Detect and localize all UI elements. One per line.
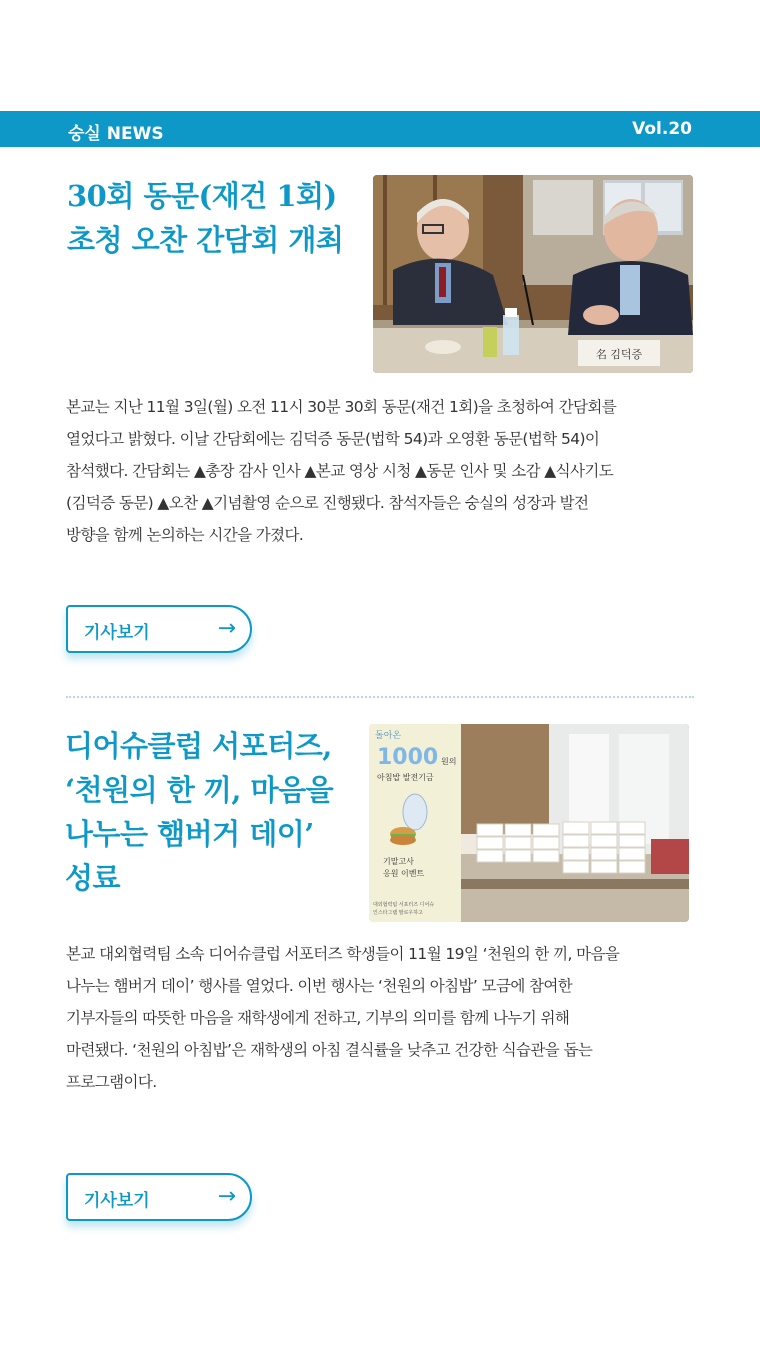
- banner-top: 돌아온: [375, 731, 402, 741]
- banner-number: 1000: [377, 745, 439, 770]
- name-card-text: 名 김덕증: [595, 348, 643, 361]
- article-1-title: [67, 174, 343, 262]
- article-1-body-line: (김덕증 동문) ▲오찬 ▲기념촬영 순으로 진행됐다. 참석자들은 숭실의 성장과 발전: [66, 494, 589, 512]
- banner-event2: 응원 이벤트: [383, 869, 425, 878]
- arrow-right-icon: →: [217, 1184, 236, 1209]
- article-1-body-line: 참석했다. 간담회는 ▲총장 감사 인사 ▲본교 영상 시청 ▲동문 인사 및 소감 ▲식사기도: [66, 462, 614, 480]
- section-divider: [66, 696, 694, 698]
- article-1-body: [66, 391, 694, 551]
- article-2-title: [65, 724, 333, 900]
- article-2-body-line: 나누는 햄버거 데이’ 행사를 열었다. 이번 행사는 ‘천원의 아침밥’ 모금에 참여한: [66, 977, 573, 995]
- article-2-title-line: 디어슈클럽 서포터즈,: [65, 729, 332, 763]
- banner-event1: 기말고사: [383, 857, 414, 866]
- header-bar: [0, 111, 760, 147]
- article-1-body-line: 열었다고 밝혔다. 이날 간담회에는 김덕증 동문(법학 54)과 오영환 동문(법학 54)이: [66, 430, 600, 448]
- banner-footer2: 인스타그램 팔로우하고: [373, 910, 423, 916]
- banner-footer1: 대외협력팀 서포터즈 디어슈: [373, 902, 435, 908]
- read-more-label: 기사보기: [84, 1191, 150, 1211]
- volume-label: Vol.20: [632, 119, 692, 139]
- article-2-title-line: 나누는 햄버거 데이’: [65, 817, 314, 851]
- article-1-title-line: 30회 동문(재건 1회): [67, 179, 337, 213]
- read-more-label: 기사보기: [84, 623, 150, 643]
- article-2-body-line: 프로그램이다.: [66, 1073, 157, 1091]
- article-1-read-more-button[interactable]: [66, 605, 252, 653]
- article-2-title-line: ‘천원의 한 끼, 마음을: [65, 773, 334, 807]
- article-2-body: [66, 938, 694, 1098]
- banner-line2: 아침밥 발전기금: [377, 773, 434, 782]
- section-label: 숭실 NEWS: [68, 124, 164, 144]
- article-1-body-line: 방향을 함께 논의하는 시간을 가졌다.: [66, 526, 304, 544]
- article-1-body-line: 본교는 지난 11월 3일(월) 오전 11시 30분 30회 동문(재건 1회)을 초청하여 간담회를: [66, 398, 617, 416]
- article-2-read-more-button[interactable]: [66, 1173, 252, 1221]
- arrow-right-icon: →: [217, 616, 236, 641]
- hamburger-day-photo: [369, 724, 689, 922]
- article-1-title-line: 초청 오찬 간담회 개최: [67, 223, 344, 257]
- article-1-photo: [373, 175, 693, 373]
- article-2-body-line: 기부자들의 따뜻한 마음을 재학생에게 전하고, 기부의 의미를 함께 나누기 위해: [66, 1009, 570, 1027]
- article-2-body-line: 본교 대외협력팀 소속 디어슈클럽 서포터즈 학생들이 11월 19일 ‘천원의 한 끼, 마음을: [66, 945, 620, 963]
- article-2-photo: [369, 724, 689, 922]
- article-2-body-line: 마련됐다. ‘천원의 아침밥’은 재학생의 아침 결식률을 낮추고 건강한 식습관을 돕는: [66, 1041, 593, 1059]
- article-2-title-line: 성료: [65, 861, 121, 895]
- banner-won: 원의: [441, 757, 457, 766]
- luncheon-photo: [373, 175, 693, 373]
